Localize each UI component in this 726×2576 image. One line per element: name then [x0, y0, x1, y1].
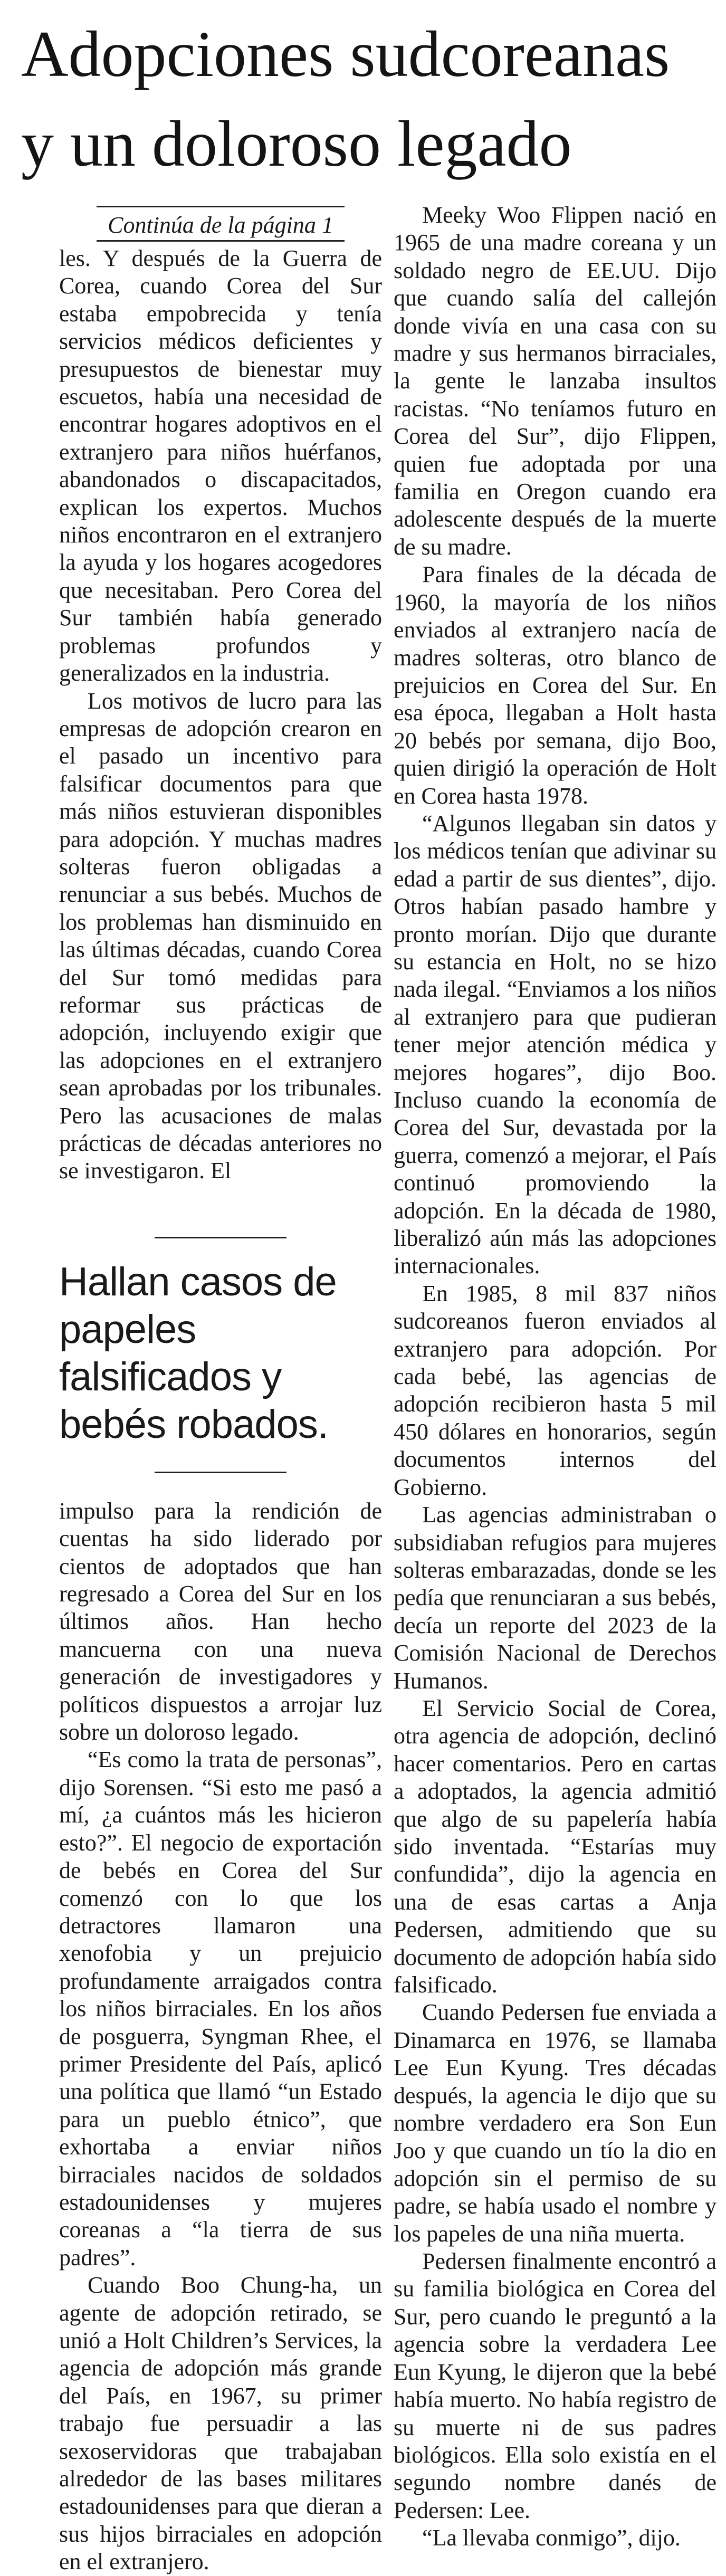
body-paragraph: “Algunos llegaban sin datos y los médicos tenían que adivinar su edad a partir de sus dientes”, dijo. Otros habían pasado hambre y pronto morían. Dijo que durante su estancia en Holt, no se hizo nada ilegal. “Enviamos a los niños al extranjero para que pudieran tener mejor atención médica y mejores hogares”, dijo Boo. Incluso cuando la economía de Corea del Sur, devastada por la guerra, comenzó a mejorar, el País continuó promoviendo la adopción. En la década de 1980, liberalizó aún más las adopciones internacionales. [394, 810, 717, 1279]
headline-line-1: Adopciones sudcoreanas [21, 18, 670, 90]
pull-quote-top-rule [155, 1237, 286, 1238]
body-paragraph: Cuando Boo Chung-ha, un agente de adopción retirado, se unió a Holt Children’s Services, la agencia de adopción más grande del País, en 1967, su primer trabajo fue persuadir a las sexoservidoras que trabajaban alrededor de las bases militares estadounidenses para que dieran a sus hijos birraciales en adopción en el extranjero. [59, 2272, 382, 2575]
right-column [394, 202, 717, 2552]
body-paragraph: impulso para la rendición de cuentas ha sido liderado por cientos de adoptados que han regresado a Corea del Sur en los últimos años. Han hecho mancuerna con una nueva generación de investigadores y políticos dispuestos a arrojar luz sobre un doloroso legado. [59, 1497, 382, 1745]
body-paragraph: Las agencias administraban o subsidiaban refugios para mujeres solteras embarazadas, donde se les pedía que renunciaran a sus bebés, decía un reporte del 2023 de la Comisión Nacional de Derechos Humanos. [394, 1502, 717, 1694]
body-paragraph: Los motivos de lucro para las empresas de adopción crearon en el pasado un incentivo para falsificar documentos para que más niños estuvieran disponibles para adopción. Y muchas madres solteras fueron obligadas a renunciar a sus bebés. Muchos de los problemas han disminuido en las últimas décadas, cuando Corea del Sur tomó medidas para reformar sus prácticas de adopción, incluyendo exigir que las adopciones en el extranjero sean aprobadas por los tribunales. Pero las acusaciones de malas prácticas de décadas anteriores no se investigaron. El [59, 688, 382, 1184]
pull-quote [59, 1237, 382, 1473]
body-paragraph: Cuando Pedersen fue enviada a Dinamarca en 1976, se llamaba Lee Eun Kyung. Tres décadas después, la agencia le dijo que su nombre verdadero era Son Eun Joo y que cuando un tío la dio en adopción sin el permiso de su padre, se había usado el nombre y los papeles de una niña muerta. [394, 1999, 717, 2247]
headline [21, 9, 707, 189]
pull-quote-bottom-rule [155, 1472, 286, 1473]
body-paragraph: Meeky Woo Flippen nació en 1965 de una madre coreana y un soldado negro de EE.UU. Dijo que cuando salía del callejón donde vivía en una casa con su madre y sus hermanos birraciales, la gente le lanzaba insultos racistas. “No teníamos futuro en Corea del Sur”, dijo Flippen, quien fue adoptada por una familia en Oregon cuando era adolescente después de la muerte de su madre. [394, 202, 717, 560]
top-rule [97, 206, 345, 207]
body-paragraph: En 1985, 8 mil 837 niños sudcoreanos fueron enviados al extranjero para adopción. Por cada bebé, las agencias de adopción recibieron hasta 5 mil 450 dólares en honorarios, según documentos internos del Gobierno. [394, 1280, 717, 1500]
pull-quote-text: Hallan casos de papeles falsificados y bebés robados. [59, 1259, 337, 1447]
continued-rule [97, 240, 345, 242]
continued-from-label: Continúa de la página 1 [108, 212, 333, 238]
body-paragraph: “La llevaba conmigo”, dijo. [422, 2525, 681, 2551]
left-column [59, 206, 382, 2576]
body-paragraph: les. Y después de la Guerra de Corea, cuando Corea del Sur estaba empobrecida y tenía servicios médicos deficientes y presupuestos de bienestar muy escuetos, había una necesidad de encontrar hogares adoptivos en el extranjero para niños huérfanos, abandonados o discapacitados, explican los expertos. Muchos niños encontraron en el extranjero la ayuda y los hogares acogedores que necesitaban. Pero Corea del Sur también había generado problemas profundos y generalizados en la industria. [59, 245, 382, 686]
body-paragraph: Pedersen finalmente encontró a su familia biológica en Corea del Sur, pero cuando le preguntó a la agencia sobre la verdadera Lee Eun Kyung, le dijeron que la bebé había muerto. No había registro de su muerte ni de sus padres biológicos. Ella solo existía en el segundo nombre danés de Pedersen: Lee. [394, 2248, 717, 2523]
body-paragraph: Para finales de la década de 1960, la mayoría de los niños enviados al extranjero nacía de madres solteras, otro blanco de prejuicios en Corea del Sur. En esa época, llegaban a Holt hasta 20 bebés por semana, dijo Boo, quien dirigió la operación de Holt en Corea hasta 1978. [394, 561, 717, 809]
headline-line-2: y un doloroso legado [21, 108, 572, 180]
body-paragraph: “Es como la trata de personas”, dijo Sorensen. “Si esto me pasó a mí, ¿a cuántos más les hicieron esto?”. El negocio de exportación de bebés en Corea del Sur comenzó con lo que los detractores llamaron una xenofobia y un prejuicio profundamente arraigados contra los niños birraciales. En los años de posguerra, Syngman Rhee, el primer Presidente del País, aplicó una política que llamó “un Estado para un pueblo étnico”, que exhortaba a enviar niños birraciales nacidos de soldados estadounidenses y mujeres coreanas a “la tierra de sus padres”. [59, 1747, 382, 2270]
body-paragraph: El Servicio Social de Corea, otra agencia de adopción, declinó hacer comentarios. Pero en cartas a adoptados, la agencia admitió que algo de su papelería había sido inventada. “Estarías muy confundida”, dijo la agencia en una de esas cartas a Anja Pedersen, admitiendo que su documento de adopción había sido falsificado. [394, 1695, 717, 1998]
